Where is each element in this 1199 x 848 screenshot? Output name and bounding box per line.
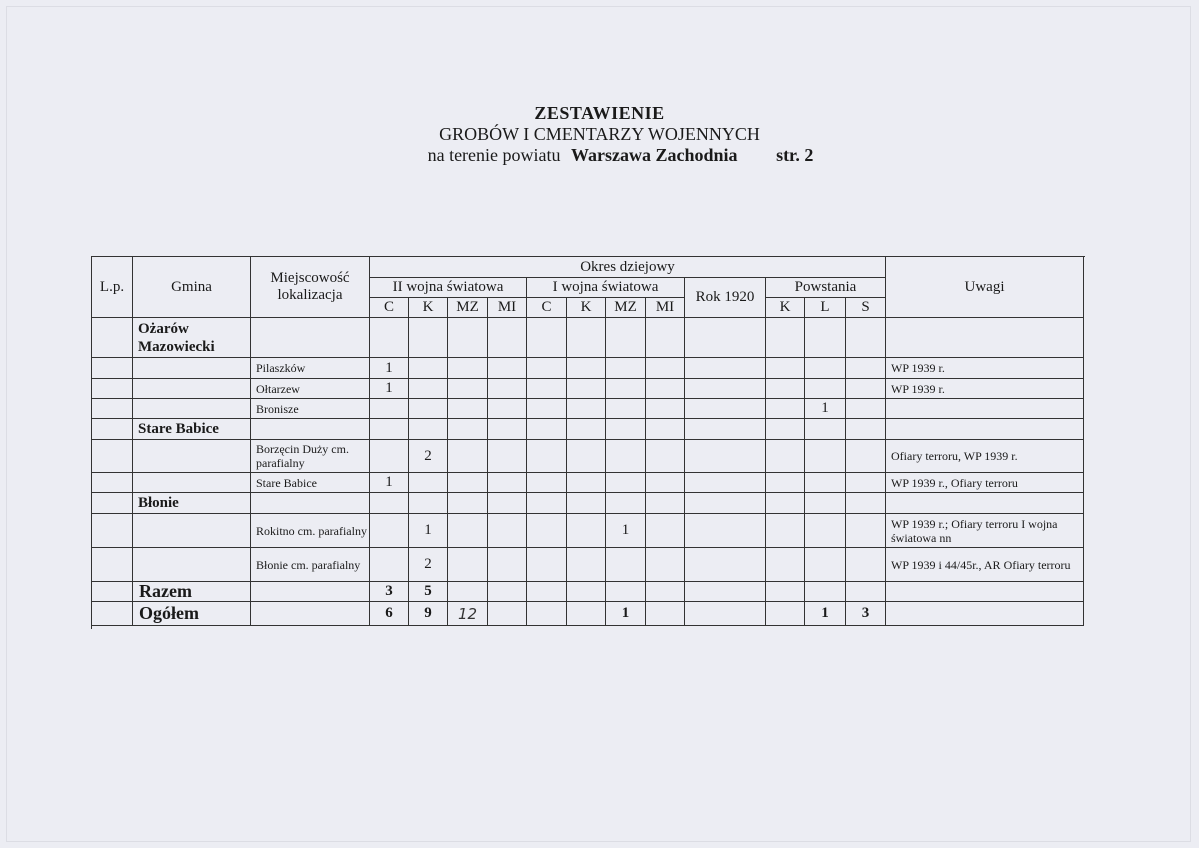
table-cell (846, 514, 886, 548)
table-cell (488, 548, 527, 582)
table-cell (92, 548, 133, 582)
header-ww2-mz: MZ (448, 298, 488, 318)
table-cell (92, 514, 133, 548)
header-powstania-l: L (805, 298, 846, 318)
table-cell (685, 582, 766, 602)
location-borzecin: Borzęcin Duży cm. parafialny (251, 440, 370, 473)
table-cell (409, 399, 448, 419)
header-powstania-k: K (766, 298, 805, 318)
ogolem-ww2-mz-handwritten: 12 (448, 602, 488, 626)
table-cell (685, 440, 766, 473)
remarks-pilaszkow: WP 1939 r. (886, 358, 1084, 379)
header-gmina: Gmina (133, 257, 251, 318)
table-cell (488, 318, 527, 358)
table-cell (133, 440, 251, 473)
header-ww1: I wojna światowa (527, 278, 685, 298)
table-cell (646, 548, 685, 582)
remarks-blonie: WP 1939 i 44/45r., AR Ofiary terroru (886, 548, 1084, 582)
table-cell (805, 493, 846, 514)
value-rokitno-ww2-k: 1 (409, 514, 448, 548)
table-cell (251, 493, 370, 514)
table-cell (567, 318, 606, 358)
table-cell (133, 548, 251, 582)
table-cell (527, 379, 567, 399)
value-borzecin-ww2-k: 2 (409, 440, 448, 473)
table-cell (488, 358, 527, 379)
razem-ww2-k: 5 (409, 582, 448, 602)
table-cell (766, 399, 805, 419)
table-cell (133, 399, 251, 419)
table-cell (766, 473, 805, 493)
location-blonie: Błonie cm. parafialny (251, 548, 370, 582)
district-name: Warszawa Zachodnia (571, 145, 738, 165)
table-cell (646, 419, 685, 440)
table-cell (606, 379, 646, 399)
table-cell (527, 473, 567, 493)
table-cell (766, 379, 805, 399)
document-title: ZESTAWIENIE (534, 103, 665, 123)
header-ww2-c: C (370, 298, 409, 318)
remarks-stare-babice: WP 1939 r., Ofiary terroru (886, 473, 1084, 493)
table-cell (527, 582, 567, 602)
table-cell (685, 379, 766, 399)
table-cell (567, 440, 606, 473)
table-cell (646, 514, 685, 548)
header-rok1920: Rok 1920 (685, 278, 766, 318)
table-cell (766, 602, 805, 626)
document-header (0, 102, 1199, 166)
table-cell (409, 419, 448, 440)
location-rokitno: Rokitno cm. parafialny (251, 514, 370, 548)
table-cell (92, 399, 133, 419)
value-stare-babice-ww2-c: 1 (370, 473, 409, 493)
table-cell (251, 602, 370, 626)
header-ww2-mi: MI (488, 298, 527, 318)
document-subtitle: GROBÓW I CMENTARZY WOJENNYCH (439, 124, 760, 144)
table-cell (886, 399, 1084, 419)
header-uwagi: Uwagi (886, 257, 1084, 318)
table-cell (685, 419, 766, 440)
header-ww1-c: C (527, 298, 567, 318)
table-cell (92, 440, 133, 473)
table-cell (527, 602, 567, 626)
table-cell (567, 419, 606, 440)
table-cell (370, 440, 409, 473)
table-cell (370, 514, 409, 548)
table-cell (846, 318, 886, 358)
table-cell (606, 399, 646, 419)
graves-table (91, 256, 1085, 629)
table-cell (567, 493, 606, 514)
table-cell (448, 493, 488, 514)
table-cell (646, 358, 685, 379)
table-cell (846, 473, 886, 493)
header-ww1-k: K (567, 298, 606, 318)
table-cell (606, 358, 646, 379)
table-cell (805, 358, 846, 379)
table-cell (370, 493, 409, 514)
table-cell (766, 548, 805, 582)
razem-ww2-c: 3 (370, 582, 409, 602)
table-cell (251, 318, 370, 358)
table-cell (488, 473, 527, 493)
table-cell (805, 473, 846, 493)
table-cell (567, 582, 606, 602)
table-cell (370, 419, 409, 440)
table-cell (488, 602, 527, 626)
header-ww1-mz: MZ (606, 298, 646, 318)
table-cell (606, 473, 646, 493)
header-ww2-k: K (409, 298, 448, 318)
table-cell (685, 399, 766, 419)
table-cell (448, 473, 488, 493)
table-cell (527, 419, 567, 440)
table-cell (567, 379, 606, 399)
table-cell (567, 399, 606, 419)
table-cell (448, 399, 488, 419)
table-cell (766, 419, 805, 440)
table-cell (646, 602, 685, 626)
table-cell (92, 493, 133, 514)
table-cell (766, 514, 805, 548)
table-cell (646, 379, 685, 399)
ogolem-powstania-s: 3 (846, 602, 886, 626)
remarks-borzecin: Ofiary terroru, WP 1939 r. (886, 440, 1084, 473)
table-cell (685, 318, 766, 358)
table-cell (92, 358, 133, 379)
table-cell (527, 493, 567, 514)
table-cell (527, 514, 567, 548)
table-cell (409, 358, 448, 379)
table-cell (805, 548, 846, 582)
table-cell (846, 419, 886, 440)
table-cell (448, 419, 488, 440)
table-cell (527, 440, 567, 473)
table-cell (567, 473, 606, 493)
remarks-oltarzew: WP 1939 r. (886, 379, 1084, 399)
table-cell (488, 379, 527, 399)
table-cell (606, 419, 646, 440)
table-cell (886, 582, 1084, 602)
table-cell (527, 318, 567, 358)
table-cell (488, 440, 527, 473)
remarks-rokitno: WP 1939 r.; Ofiary terroru I wojna światowa nn (886, 514, 1084, 548)
table-cell (646, 318, 685, 358)
table-cell (846, 399, 886, 419)
table-cell (567, 514, 606, 548)
table-cell (766, 440, 805, 473)
header-miejscowosc: Miejscowość lokalizacja (251, 257, 370, 318)
table-cell (488, 493, 527, 514)
table-cell (448, 514, 488, 548)
table-cell (567, 548, 606, 582)
razem-label: Razem (133, 582, 251, 602)
table-cell (846, 440, 886, 473)
table-cell (527, 358, 567, 379)
table-cell (409, 473, 448, 493)
table-cell (92, 379, 133, 399)
table-cell (370, 548, 409, 582)
table-cell (685, 493, 766, 514)
table-cell (488, 582, 527, 602)
header-okres: Okres dziejowy (370, 257, 886, 278)
table-cell (606, 440, 646, 473)
table-cell (685, 473, 766, 493)
table-cell (448, 440, 488, 473)
location-bronisze: Bronisze (251, 399, 370, 419)
table-cell (133, 473, 251, 493)
table-cell (92, 602, 133, 626)
ogolem-ww1-mz: 1 (606, 602, 646, 626)
table-cell (527, 399, 567, 419)
ogolem-label: Ogółem (133, 602, 251, 626)
value-oltarzew-ww2-c: 1 (370, 379, 409, 399)
table-cell (606, 582, 646, 602)
table-cell (409, 379, 448, 399)
table-cell (685, 514, 766, 548)
table-cell (846, 548, 886, 582)
table-cell (409, 318, 448, 358)
gmina-stare-babice: Stare Babice (133, 419, 251, 440)
table-cell (133, 514, 251, 548)
table-cell (488, 514, 527, 548)
location-pilaszkow: Pilaszków (251, 358, 370, 379)
table-cell (846, 358, 886, 379)
value-pilaszkow-ww2-c: 1 (370, 358, 409, 379)
table-cell (886, 493, 1084, 514)
table-cell (766, 358, 805, 379)
value-bronisze-powstania-l: 1 (805, 399, 846, 419)
table-cell (370, 318, 409, 358)
table-cell (92, 419, 133, 440)
header-powstania-s: S (846, 298, 886, 318)
location-oltarzew: Ołtarzew (251, 379, 370, 399)
header-ww2: II wojna światowa (370, 278, 527, 298)
table-cell (646, 493, 685, 514)
table-cell (766, 582, 805, 602)
ogolem-powstania-l: 1 (805, 602, 846, 626)
table-cell (685, 602, 766, 626)
page-number: str. 2 (776, 145, 814, 165)
table-cell (133, 379, 251, 399)
table-cell (448, 548, 488, 582)
table-cell (448, 379, 488, 399)
table-cell (606, 493, 646, 514)
gmina-ozarow: Ożarów Mazowiecki (133, 318, 251, 358)
header-powstania: Powstania (766, 278, 886, 298)
document-district-line (0, 145, 1199, 166)
table-cell (448, 318, 488, 358)
table-cell (646, 399, 685, 419)
table-cell (886, 602, 1084, 626)
table-cell (805, 419, 846, 440)
table-cell (805, 514, 846, 548)
table-cell (646, 473, 685, 493)
table-cell (646, 440, 685, 473)
ogolem-ww2-c: 6 (370, 602, 409, 626)
ogolem-ww2-k: 9 (409, 602, 448, 626)
location-stare-babice: Stare Babice (251, 473, 370, 493)
header-lp: L.p. (92, 257, 133, 318)
table-cell (488, 419, 527, 440)
header-ww1-mi: MI (646, 298, 685, 318)
table-cell (409, 493, 448, 514)
district-prefix: na terenie powiatu (427, 145, 561, 165)
table-cell (370, 399, 409, 419)
gmina-blonie: Błonie (133, 493, 251, 514)
table-cell (251, 582, 370, 602)
table-cell (488, 399, 527, 419)
table-cell (448, 358, 488, 379)
table-cell (846, 379, 886, 399)
value-rokitno-ww1-mz: 1 (606, 514, 646, 548)
table-cell (567, 602, 606, 626)
table-cell (886, 318, 1084, 358)
table-cell (766, 318, 805, 358)
table-cell (846, 493, 886, 514)
table-cell (805, 318, 846, 358)
table-cell (685, 548, 766, 582)
table-cell (448, 582, 488, 602)
table-cell (805, 582, 846, 602)
table-cell (606, 548, 646, 582)
table-cell (92, 473, 133, 493)
table-cell (567, 358, 606, 379)
table-cell (527, 548, 567, 582)
table-cell (766, 493, 805, 514)
table-cell (133, 358, 251, 379)
table-cell (805, 379, 846, 399)
table-cell (606, 318, 646, 358)
table-cell (646, 582, 685, 602)
table-cell (685, 358, 766, 379)
table-cell (92, 582, 133, 602)
value-blonie-ww2-k: 2 (409, 548, 448, 582)
table-cell (92, 318, 133, 358)
table-cell (886, 419, 1084, 440)
table-cell (251, 419, 370, 440)
table-cell (846, 582, 886, 602)
table-cell (805, 440, 846, 473)
